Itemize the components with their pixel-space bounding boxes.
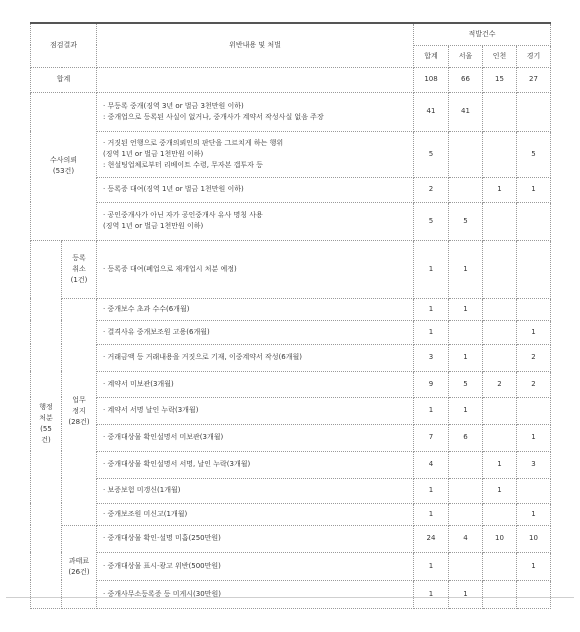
count-total: 1 [414, 552, 449, 580]
count-gyeonggi: 1 [517, 177, 551, 202]
table-row [31, 344, 551, 371]
total-row-seoul: 66 [449, 67, 483, 92]
header-count-group: 적발건수 [414, 23, 551, 45]
count-gyeonggi: 1 [517, 552, 551, 580]
table-row [31, 177, 551, 202]
count-total: 1 [414, 503, 449, 525]
total-row-label: 합계 [31, 67, 97, 92]
count-total: 7 [414, 424, 449, 451]
count-incheon [483, 344, 517, 371]
count-incheon [483, 298, 517, 320]
count-total: 1 [414, 580, 449, 608]
violation-desc: · 중개보수 초과 수수(6개월) [97, 298, 414, 320]
count-incheon [483, 131, 517, 177]
count-total: 24 [414, 525, 449, 552]
count-seoul: 1 [449, 397, 483, 424]
total-row-incheon: 15 [483, 67, 517, 92]
header-gyeonggi: 경기 [517, 45, 551, 67]
violation-desc: · 계약서 서명 날인 누락(3개월) [97, 397, 414, 424]
divider [6, 597, 574, 598]
total-row-gyeonggi: 27 [517, 67, 551, 92]
count-seoul: 41 [449, 92, 483, 131]
count-gyeonggi [517, 92, 551, 131]
count-seoul: 5 [449, 202, 483, 240]
count-total: 4 [414, 451, 449, 478]
table-row [31, 371, 551, 397]
table-row [31, 92, 551, 131]
count-incheon [483, 424, 517, 451]
table-row [31, 503, 551, 525]
violation-desc: · 중개대상물 확인·설명 미흡(250만원) [97, 525, 414, 552]
count-gyeonggi: 1 [517, 503, 551, 525]
violation-desc: · 중개사무소등록증 등 미게시(30만원) [97, 580, 414, 608]
count-gyeonggi [517, 240, 551, 298]
count-incheon [483, 503, 517, 525]
violation-desc: · 공인중개사가 아닌 자가 공인중개사 유사 명칭 사용 (징역 1년 or 벌금 1천만원 이하) [97, 202, 414, 240]
count-seoul [449, 552, 483, 580]
count-gyeonggi [517, 298, 551, 320]
count-seoul: 5 [449, 371, 483, 397]
count-total: 41 [414, 92, 449, 131]
table-row [31, 240, 551, 298]
count-incheon: 10 [483, 525, 517, 552]
header-result: 점검결과 [31, 23, 97, 67]
header-seoul: 서울 [449, 45, 483, 67]
count-total: 5 [414, 202, 449, 240]
count-seoul [449, 320, 483, 344]
violation-desc: · 등록증 대여(폐업으로 재개업시 처분 예정) [97, 240, 414, 298]
count-gyeonggi: 5 [517, 131, 551, 177]
subcategory-fine: 과태료 (26건) [62, 525, 97, 608]
violation-desc: · 거래금액 등 거래내용을 거짓으로 기재, 이중계약서 작성(6개월) [97, 344, 414, 371]
count-seoul: 6 [449, 424, 483, 451]
violation-desc: · 무등록 중개(징역 3년 or 벌금 3천만원 이하) : 중개업으로 등록된 사실이 없거나, 중개사가 계약서 작성사실 없음 주장 [97, 92, 414, 131]
header-violation: 위반내용 및 처벌 [97, 23, 414, 67]
count-total: 1 [414, 240, 449, 298]
total-row-desc [97, 67, 414, 92]
count-incheon: 2 [483, 371, 517, 397]
count-total: 1 [414, 397, 449, 424]
count-incheon [483, 240, 517, 298]
count-seoul [449, 177, 483, 202]
count-incheon [483, 202, 517, 240]
count-incheon [483, 92, 517, 131]
table-row [31, 131, 551, 177]
count-gyeonggi: 1 [517, 424, 551, 451]
count-incheon [483, 320, 517, 344]
count-seoul: 1 [449, 344, 483, 371]
count-gyeonggi [517, 580, 551, 608]
count-incheon [483, 552, 517, 580]
table-row [31, 580, 551, 608]
count-total: 1 [414, 478, 449, 503]
table-row [31, 478, 551, 503]
count-seoul [449, 451, 483, 478]
category-administrative: 행정 처분 (55 건) [31, 240, 62, 608]
header-total: 합계 [414, 45, 449, 67]
count-gyeonggi: 3 [517, 451, 551, 478]
count-gyeonggi: 2 [517, 371, 551, 397]
table-row [31, 525, 551, 552]
table-row [31, 298, 551, 320]
table-row [31, 202, 551, 240]
count-incheon [483, 397, 517, 424]
violation-desc: · 중개대상물 확인설명서 미보관(3개월) [97, 424, 414, 451]
count-total: 9 [414, 371, 449, 397]
count-gyeonggi [517, 478, 551, 503]
header-incheon: 인천 [483, 45, 517, 67]
count-seoul: 1 [449, 298, 483, 320]
count-total: 5 [414, 131, 449, 177]
violation-desc: · 중개대상물 확인설명서 서명, 날인 누락(3개월) [97, 451, 414, 478]
count-incheon [483, 580, 517, 608]
subcategory-cancel: 등록 취소 (1건) [62, 240, 97, 298]
count-total: 3 [414, 344, 449, 371]
count-incheon: 1 [483, 177, 517, 202]
count-seoul: 1 [449, 240, 483, 298]
violation-desc: · 계약서 미보관(3개월) [97, 371, 414, 397]
violation-desc: · 보증보험 미갱신(1개월) [97, 478, 414, 503]
count-gyeonggi: 10 [517, 525, 551, 552]
table-row [31, 552, 551, 580]
count-gyeonggi [517, 397, 551, 424]
table-row [31, 451, 551, 478]
count-seoul: 1 [449, 580, 483, 608]
count-seoul [449, 503, 483, 525]
violation-desc: · 중개보조원 미신고(1개월) [97, 503, 414, 525]
violation-desc: · 중개대상물 표시·광고 위반(500만원) [97, 552, 414, 580]
table-row [31, 424, 551, 451]
enforcement-results-table [30, 22, 551, 609]
violation-desc: · 등록증 대여(징역 1년 or 벌금 1천만원 이하) [97, 177, 414, 202]
count-incheon: 1 [483, 478, 517, 503]
violation-desc: · 결격사유 중개보조원 고용(6개월) [97, 320, 414, 344]
count-seoul [449, 478, 483, 503]
table-row [31, 320, 551, 344]
count-gyeonggi: 1 [517, 320, 551, 344]
table-row [31, 397, 551, 424]
count-total: 2 [414, 177, 449, 202]
subcategory-suspend: 업무 정지 (28건) [62, 298, 97, 525]
violation-desc: · 거짓된 언행으로 중개의뢰인의 판단을 그르치게 하는 행위 (징역 1년 or 벌금 1천만원 이하) : 현설팅업체로부터 리베이트 수령, 무자본 갭투자 등 [97, 131, 414, 177]
count-total: 1 [414, 320, 449, 344]
count-seoul: 4 [449, 525, 483, 552]
count-gyeonggi: 2 [517, 344, 551, 371]
total-row-total: 108 [414, 67, 449, 92]
count-seoul [449, 131, 483, 177]
category-investigation: 수사의뢰 (53건) [31, 92, 97, 240]
count-incheon: 1 [483, 451, 517, 478]
count-gyeonggi [517, 202, 551, 240]
count-total: 1 [414, 298, 449, 320]
